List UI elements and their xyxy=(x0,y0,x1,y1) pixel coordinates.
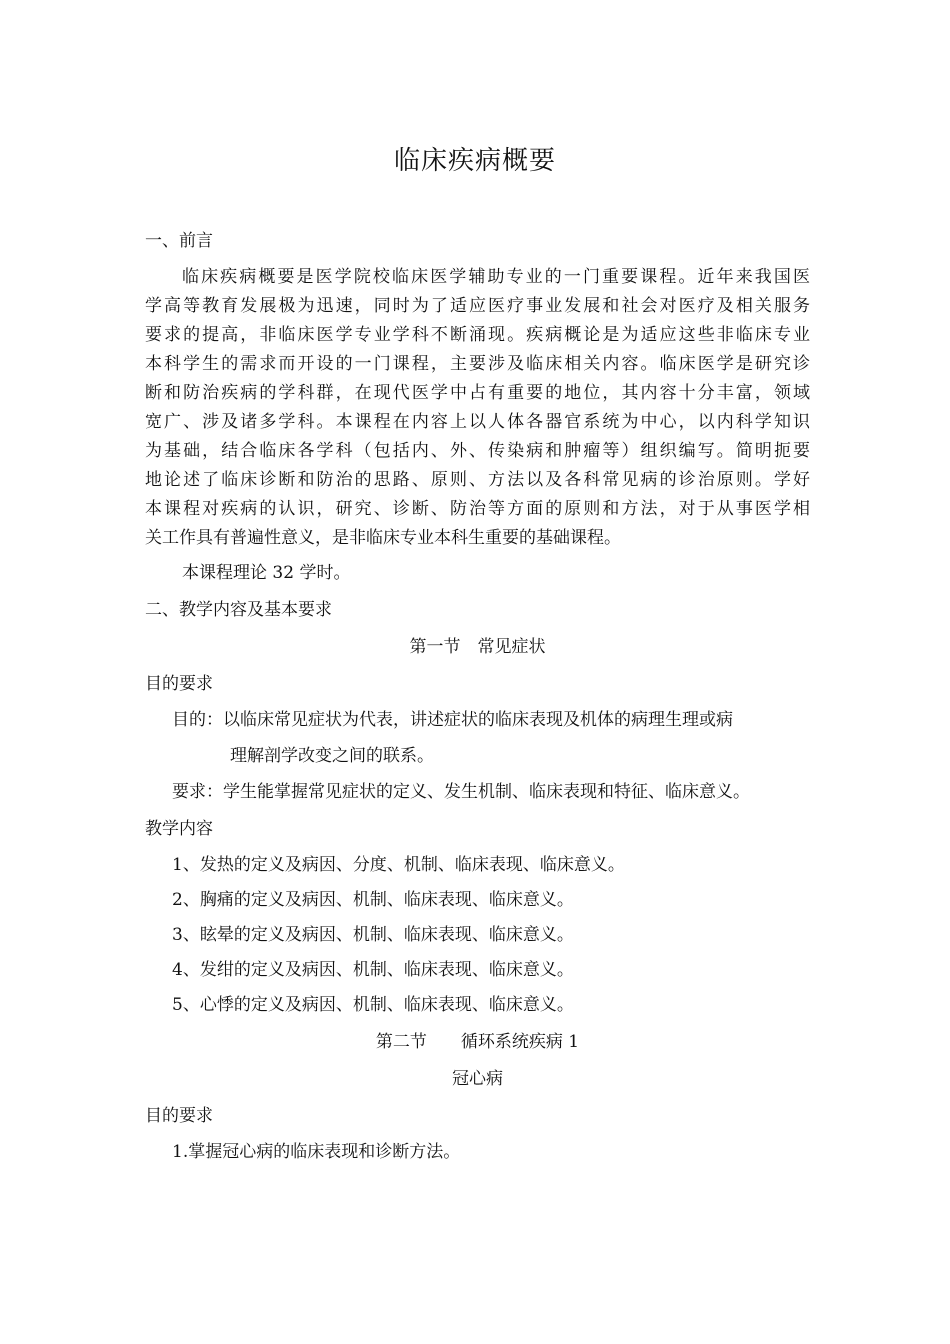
teaching-heading: 二、教学内容及基本要求 xyxy=(145,600,332,620)
section2-objectives-heading: 目的要求 xyxy=(145,1106,213,1126)
preface-line: 为基础，结合临床各学科（包括内、外、传染病和肿瘤等）组织编写。简明扼要 xyxy=(145,441,810,461)
course-hours: 本课程理论 32 学时。 xyxy=(182,563,351,583)
content-item: 3、眩晕的定义及病因、机制、临床表现、临床意义。 xyxy=(172,925,574,945)
preface-line: 要求的提高，非临床医学专业学科不断涌现。疾病概论是为适应这些非临床专业 xyxy=(145,325,810,345)
preface-line: 学高等教育发展极为迅速，同时为了适应医疗事业发展和社会对医疗及相关服务 xyxy=(145,296,810,316)
content-item: 5、心悸的定义及病因、机制、临床表现、临床意义。 xyxy=(172,995,574,1015)
preface-line: 本科学生的需求而开设的一门课程，主要涉及临床相关内容。临床医学是研究诊 xyxy=(145,354,810,374)
section1-title: 第一节 常见症状 xyxy=(409,637,546,657)
section1-objective: 目的：以临床常见症状为代表，讲述症状的临床表现及机体的病理生理或病 xyxy=(172,710,733,730)
content-item: 1、发热的定义及病因、分度、机制、临床表现、临床意义。 xyxy=(172,855,625,875)
section2-title: 第二节 循环系统疾病 1 xyxy=(375,1032,580,1052)
document-body xyxy=(145,226,810,1167)
section2-subtitle: 冠心病 xyxy=(452,1069,503,1089)
content-item: 4、发绀的定义及病因、机制、临床表现、临床意义。 xyxy=(172,960,574,980)
section1-objective-cont: 理解剖学改变之间的联系。 xyxy=(230,746,434,766)
section2-objective-item: 1.掌握冠心病的临床表现和诊断方法。 xyxy=(172,1142,461,1162)
preface-heading: 一、前言 xyxy=(145,231,213,251)
section1-objectives-heading: 目的要求 xyxy=(145,674,213,694)
preface-line: 本课程对疾病的认识，研究、诊断、防治等方面的原则和方法，对于从事医学相 xyxy=(145,499,810,519)
content-item: 2、胸痛的定义及病因、机制、临床表现、临床意义。 xyxy=(172,890,574,910)
preface-line: 宽广、涉及诸多学科。本课程在内容上以人体各器官系统为中心，以内科学知识 xyxy=(145,412,810,432)
section1-requirement: 要求：学生能掌握常见症状的定义、发生机制、临床表现和特征、临床意义。 xyxy=(172,782,750,802)
preface-line: 关工作具有普遍性意义，是非临床专业本科生重要的基础课程。 xyxy=(145,528,621,548)
preface-line: 断和防治疾病的学科群，在现代医学中占有重要的地位，其内容十分丰富，领域 xyxy=(145,383,810,403)
document-title: 临床疾病概要 xyxy=(393,146,556,176)
section1-content-heading: 教学内容 xyxy=(145,819,213,839)
preface-line: 临床疾病概要是医学院校临床医学辅助专业的一门重要课程。近年来我国医 xyxy=(182,267,810,287)
preface-line: 地论述了临床诊断和防治的思路、原则、方法以及各科常见病的诊治原则。学好 xyxy=(145,470,810,490)
